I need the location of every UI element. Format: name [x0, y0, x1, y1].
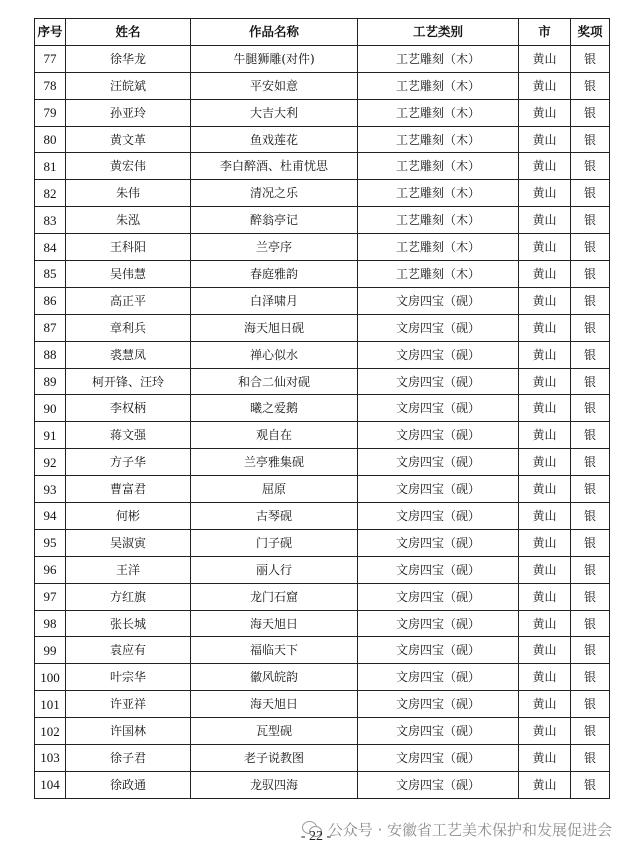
table-row: [35, 314, 610, 341]
cell-name: 裘慧凤: [66, 341, 191, 368]
table-row: [35, 72, 610, 99]
table-row: [35, 395, 610, 422]
cell-serial-number: 90: [35, 395, 66, 422]
table-row: [35, 234, 610, 261]
cell-award: 银: [571, 745, 610, 772]
cell-city: 黄山: [519, 422, 571, 449]
cell-craft-category: 工艺雕刻（木）: [358, 45, 519, 72]
cell-serial-number: 87: [35, 314, 66, 341]
cell-craft-category: 文房四宝（砚）: [358, 503, 519, 530]
cell-serial-number: 84: [35, 234, 66, 261]
cell-city: 黄山: [519, 153, 571, 180]
cell-award: 银: [571, 637, 610, 664]
cell-name: 徐政通: [66, 771, 191, 798]
cell-serial-number: 100: [35, 664, 66, 691]
table-row: [35, 637, 610, 664]
cell-serial-number: 95: [35, 529, 66, 556]
cell-craft-category: 文房四宝（砚）: [358, 664, 519, 691]
cell-city: 黄山: [519, 771, 571, 798]
table-row: [35, 287, 610, 314]
cell-work-title: 观自在: [191, 422, 358, 449]
cell-serial-number: 82: [35, 180, 66, 207]
cell-work-title: 鱼戏莲花: [191, 126, 358, 153]
cell-city: 黄山: [519, 341, 571, 368]
cell-serial-number: 91: [35, 422, 66, 449]
table-row: [35, 529, 610, 556]
header-name: 姓名: [66, 19, 191, 46]
table-row: [35, 153, 610, 180]
cell-serial-number: 88: [35, 341, 66, 368]
cell-work-title: 禅心似水: [191, 341, 358, 368]
cell-serial-number: 81: [35, 153, 66, 180]
cell-city: 黄山: [519, 45, 571, 72]
cell-work-title: 曦之爱鹅: [191, 395, 358, 422]
cell-serial-number: 80: [35, 126, 66, 153]
cell-name: 张长城: [66, 610, 191, 637]
cell-award: 银: [571, 180, 610, 207]
cell-work-title: 龙门石窟: [191, 583, 358, 610]
table-body: [35, 45, 610, 798]
cell-city: 黄山: [519, 529, 571, 556]
cell-award: 银: [571, 449, 610, 476]
table-row: [35, 718, 610, 745]
table-row: [35, 691, 610, 718]
cell-award: 银: [571, 126, 610, 153]
cell-city: 黄山: [519, 718, 571, 745]
table-row: [35, 664, 610, 691]
cell-award: 银: [571, 529, 610, 556]
cell-name: 曹富君: [66, 476, 191, 503]
cell-craft-category: 文房四宝（砚）: [358, 610, 519, 637]
table-row: [35, 261, 610, 288]
cell-serial-number: 99: [35, 637, 66, 664]
cell-name: 许亚祥: [66, 691, 191, 718]
cell-award: 银: [571, 261, 610, 288]
cell-name: 王洋: [66, 556, 191, 583]
cell-name: 柯开锋、汪玲: [66, 368, 191, 395]
cell-name: 章利兵: [66, 314, 191, 341]
header-city: 市: [519, 19, 571, 46]
cell-award: 银: [571, 718, 610, 745]
cell-work-title: 海天旭日: [191, 610, 358, 637]
cell-name: 高正平: [66, 287, 191, 314]
cell-award: 银: [571, 72, 610, 99]
watermark-text: 公众号 · 安徽省工艺美术保护和发展促进会: [327, 820, 612, 839]
table-row: [35, 503, 610, 530]
table-row: [35, 771, 610, 798]
table-row: [35, 180, 610, 207]
cell-serial-number: 101: [35, 691, 66, 718]
table-row: [35, 583, 610, 610]
cell-serial-number: 98: [35, 610, 66, 637]
cell-work-title: 李白醉酒、杜甫忧思: [191, 153, 358, 180]
cell-name: 徐子君: [66, 745, 191, 772]
table-row: [35, 341, 610, 368]
cell-serial-number: 79: [35, 99, 66, 126]
cell-award: 银: [571, 583, 610, 610]
cell-name: 方红旗: [66, 583, 191, 610]
cell-name: 吴伟慧: [66, 261, 191, 288]
cell-work-title: 福临天下: [191, 637, 358, 664]
awards-table-container: [34, 18, 609, 799]
cell-craft-category: 文房四宝（砚）: [358, 449, 519, 476]
table-row: [35, 368, 610, 395]
cell-work-title: 徽风皖韵: [191, 664, 358, 691]
cell-craft-category: 文房四宝（砚）: [358, 314, 519, 341]
cell-name: 朱伟: [66, 180, 191, 207]
cell-craft-category: 工艺雕刻（木）: [358, 72, 519, 99]
cell-city: 黄山: [519, 691, 571, 718]
cell-serial-number: 86: [35, 287, 66, 314]
cell-city: 黄山: [519, 449, 571, 476]
table-row: [35, 422, 610, 449]
cell-work-title: 海天旭日砚: [191, 314, 358, 341]
cell-city: 黄山: [519, 610, 571, 637]
cell-craft-category: 文房四宝（砚）: [358, 341, 519, 368]
cell-work-title: 门子砚: [191, 529, 358, 556]
cell-city: 黄山: [519, 503, 571, 530]
cell-city: 黄山: [519, 556, 571, 583]
cell-city: 黄山: [519, 287, 571, 314]
cell-city: 黄山: [519, 207, 571, 234]
cell-city: 黄山: [519, 314, 571, 341]
cell-award: 银: [571, 314, 610, 341]
cell-work-title: 龙驭四海: [191, 771, 358, 798]
header-work-title: 作品名称: [191, 19, 358, 46]
cell-work-title: 屈原: [191, 476, 358, 503]
cell-work-title: 老子说教图: [191, 745, 358, 772]
cell-serial-number: 85: [35, 261, 66, 288]
cell-award: 银: [571, 153, 610, 180]
table-row: [35, 449, 610, 476]
cell-city: 黄山: [519, 745, 571, 772]
cell-award: 银: [571, 610, 610, 637]
cell-work-title: 和合二仙对砚: [191, 368, 358, 395]
cell-serial-number: 92: [35, 449, 66, 476]
header-craft-category: 工艺类别: [358, 19, 519, 46]
cell-serial-number: 104: [35, 771, 66, 798]
cell-name: 王科阳: [66, 234, 191, 261]
cell-craft-category: 文房四宝（砚）: [358, 745, 519, 772]
header-serial-number: 序号: [35, 19, 66, 46]
cell-craft-category: 文房四宝（砚）: [358, 395, 519, 422]
cell-city: 黄山: [519, 234, 571, 261]
cell-award: 银: [571, 664, 610, 691]
cell-award: 银: [571, 341, 610, 368]
cell-work-title: 丽人行: [191, 556, 358, 583]
cell-serial-number: 97: [35, 583, 66, 610]
cell-work-title: 瓦型砚: [191, 718, 358, 745]
page-number: - 22 -: [300, 829, 332, 844]
cell-city: 黄山: [519, 476, 571, 503]
cell-craft-category: 工艺雕刻（木）: [358, 207, 519, 234]
table-row: [35, 610, 610, 637]
cell-name: 李权柄: [66, 395, 191, 422]
cell-serial-number: 83: [35, 207, 66, 234]
cell-work-title: 古琴砚: [191, 503, 358, 530]
cell-name: 汪皖斌: [66, 72, 191, 99]
cell-serial-number: 103: [35, 745, 66, 772]
cell-craft-category: 工艺雕刻（木）: [358, 126, 519, 153]
cell-award: 银: [571, 771, 610, 798]
cell-serial-number: 78: [35, 72, 66, 99]
table-row: [35, 207, 610, 234]
cell-craft-category: 工艺雕刻（木）: [358, 180, 519, 207]
cell-city: 黄山: [519, 395, 571, 422]
table-row: [35, 745, 610, 772]
cell-award: 银: [571, 45, 610, 72]
cell-award: 银: [571, 556, 610, 583]
cell-craft-category: 文房四宝（砚）: [358, 476, 519, 503]
cell-name: 徐华龙: [66, 45, 191, 72]
cell-name: 方子华: [66, 449, 191, 476]
cell-award: 银: [571, 234, 610, 261]
cell-city: 黄山: [519, 261, 571, 288]
cell-name: 吴淑寅: [66, 529, 191, 556]
cell-work-title: 平安如意: [191, 72, 358, 99]
cell-serial-number: 89: [35, 368, 66, 395]
cell-name: 蒋文强: [66, 422, 191, 449]
cell-serial-number: 96: [35, 556, 66, 583]
cell-award: 银: [571, 287, 610, 314]
cell-craft-category: 工艺雕刻（木）: [358, 261, 519, 288]
cell-craft-category: 文房四宝（砚）: [358, 529, 519, 556]
cell-name: 黄宏伟: [66, 153, 191, 180]
cell-city: 黄山: [519, 72, 571, 99]
cell-award: 银: [571, 691, 610, 718]
cell-craft-category: 文房四宝（砚）: [358, 422, 519, 449]
cell-name: 袁应有: [66, 637, 191, 664]
cell-award: 银: [571, 99, 610, 126]
cell-city: 黄山: [519, 99, 571, 126]
cell-city: 黄山: [519, 180, 571, 207]
table-row: [35, 99, 610, 126]
cell-serial-number: 94: [35, 503, 66, 530]
cell-craft-category: 文房四宝（砚）: [358, 556, 519, 583]
cell-craft-category: 文房四宝（砚）: [358, 637, 519, 664]
cell-city: 黄山: [519, 637, 571, 664]
cell-work-title: 清况之乐: [191, 180, 358, 207]
cell-name: 朱泓: [66, 207, 191, 234]
cell-work-title: 兰亭序: [191, 234, 358, 261]
cell-name: 黄文革: [66, 126, 191, 153]
table-header-row: [35, 19, 610, 46]
cell-name: 许国林: [66, 718, 191, 745]
cell-award: 银: [571, 422, 610, 449]
cell-award: 银: [571, 395, 610, 422]
cell-craft-category: 工艺雕刻（木）: [358, 99, 519, 126]
cell-city: 黄山: [519, 368, 571, 395]
cell-craft-category: 工艺雕刻（木）: [358, 234, 519, 261]
cell-name: 何彬: [66, 503, 191, 530]
cell-award: 银: [571, 503, 610, 530]
cell-city: 黄山: [519, 583, 571, 610]
cell-work-title: 牛腿狮雕(对件): [191, 45, 358, 72]
cell-craft-category: 文房四宝（砚）: [358, 583, 519, 610]
cell-work-title: 大吉大利: [191, 99, 358, 126]
cell-craft-category: 文房四宝（砚）: [358, 287, 519, 314]
cell-craft-category: 文房四宝（砚）: [358, 368, 519, 395]
cell-serial-number: 102: [35, 718, 66, 745]
table-row: [35, 476, 610, 503]
header-award: 奖项: [571, 19, 610, 46]
cell-work-title: 兰亭雅集砚: [191, 449, 358, 476]
cell-city: 黄山: [519, 126, 571, 153]
cell-craft-category: 工艺雕刻（木）: [358, 153, 519, 180]
cell-name: 叶宗华: [66, 664, 191, 691]
cell-name: 孙亚玲: [66, 99, 191, 126]
table-row: [35, 45, 610, 72]
cell-craft-category: 文房四宝（砚）: [358, 718, 519, 745]
cell-serial-number: 93: [35, 476, 66, 503]
cell-serial-number: 77: [35, 45, 66, 72]
cell-award: 银: [571, 368, 610, 395]
awards-table: [34, 18, 610, 799]
table-row: [35, 126, 610, 153]
cell-craft-category: 文房四宝（砚）: [358, 771, 519, 798]
cell-work-title: 醉翁亭记: [191, 207, 358, 234]
cell-award: 银: [571, 207, 610, 234]
cell-work-title: 海天旭日: [191, 691, 358, 718]
cell-award: 银: [571, 476, 610, 503]
cell-city: 黄山: [519, 664, 571, 691]
cell-work-title: 白泽啸月: [191, 287, 358, 314]
cell-craft-category: 文房四宝（砚）: [358, 691, 519, 718]
cell-work-title: 春庭雅韵: [191, 261, 358, 288]
table-row: [35, 556, 610, 583]
